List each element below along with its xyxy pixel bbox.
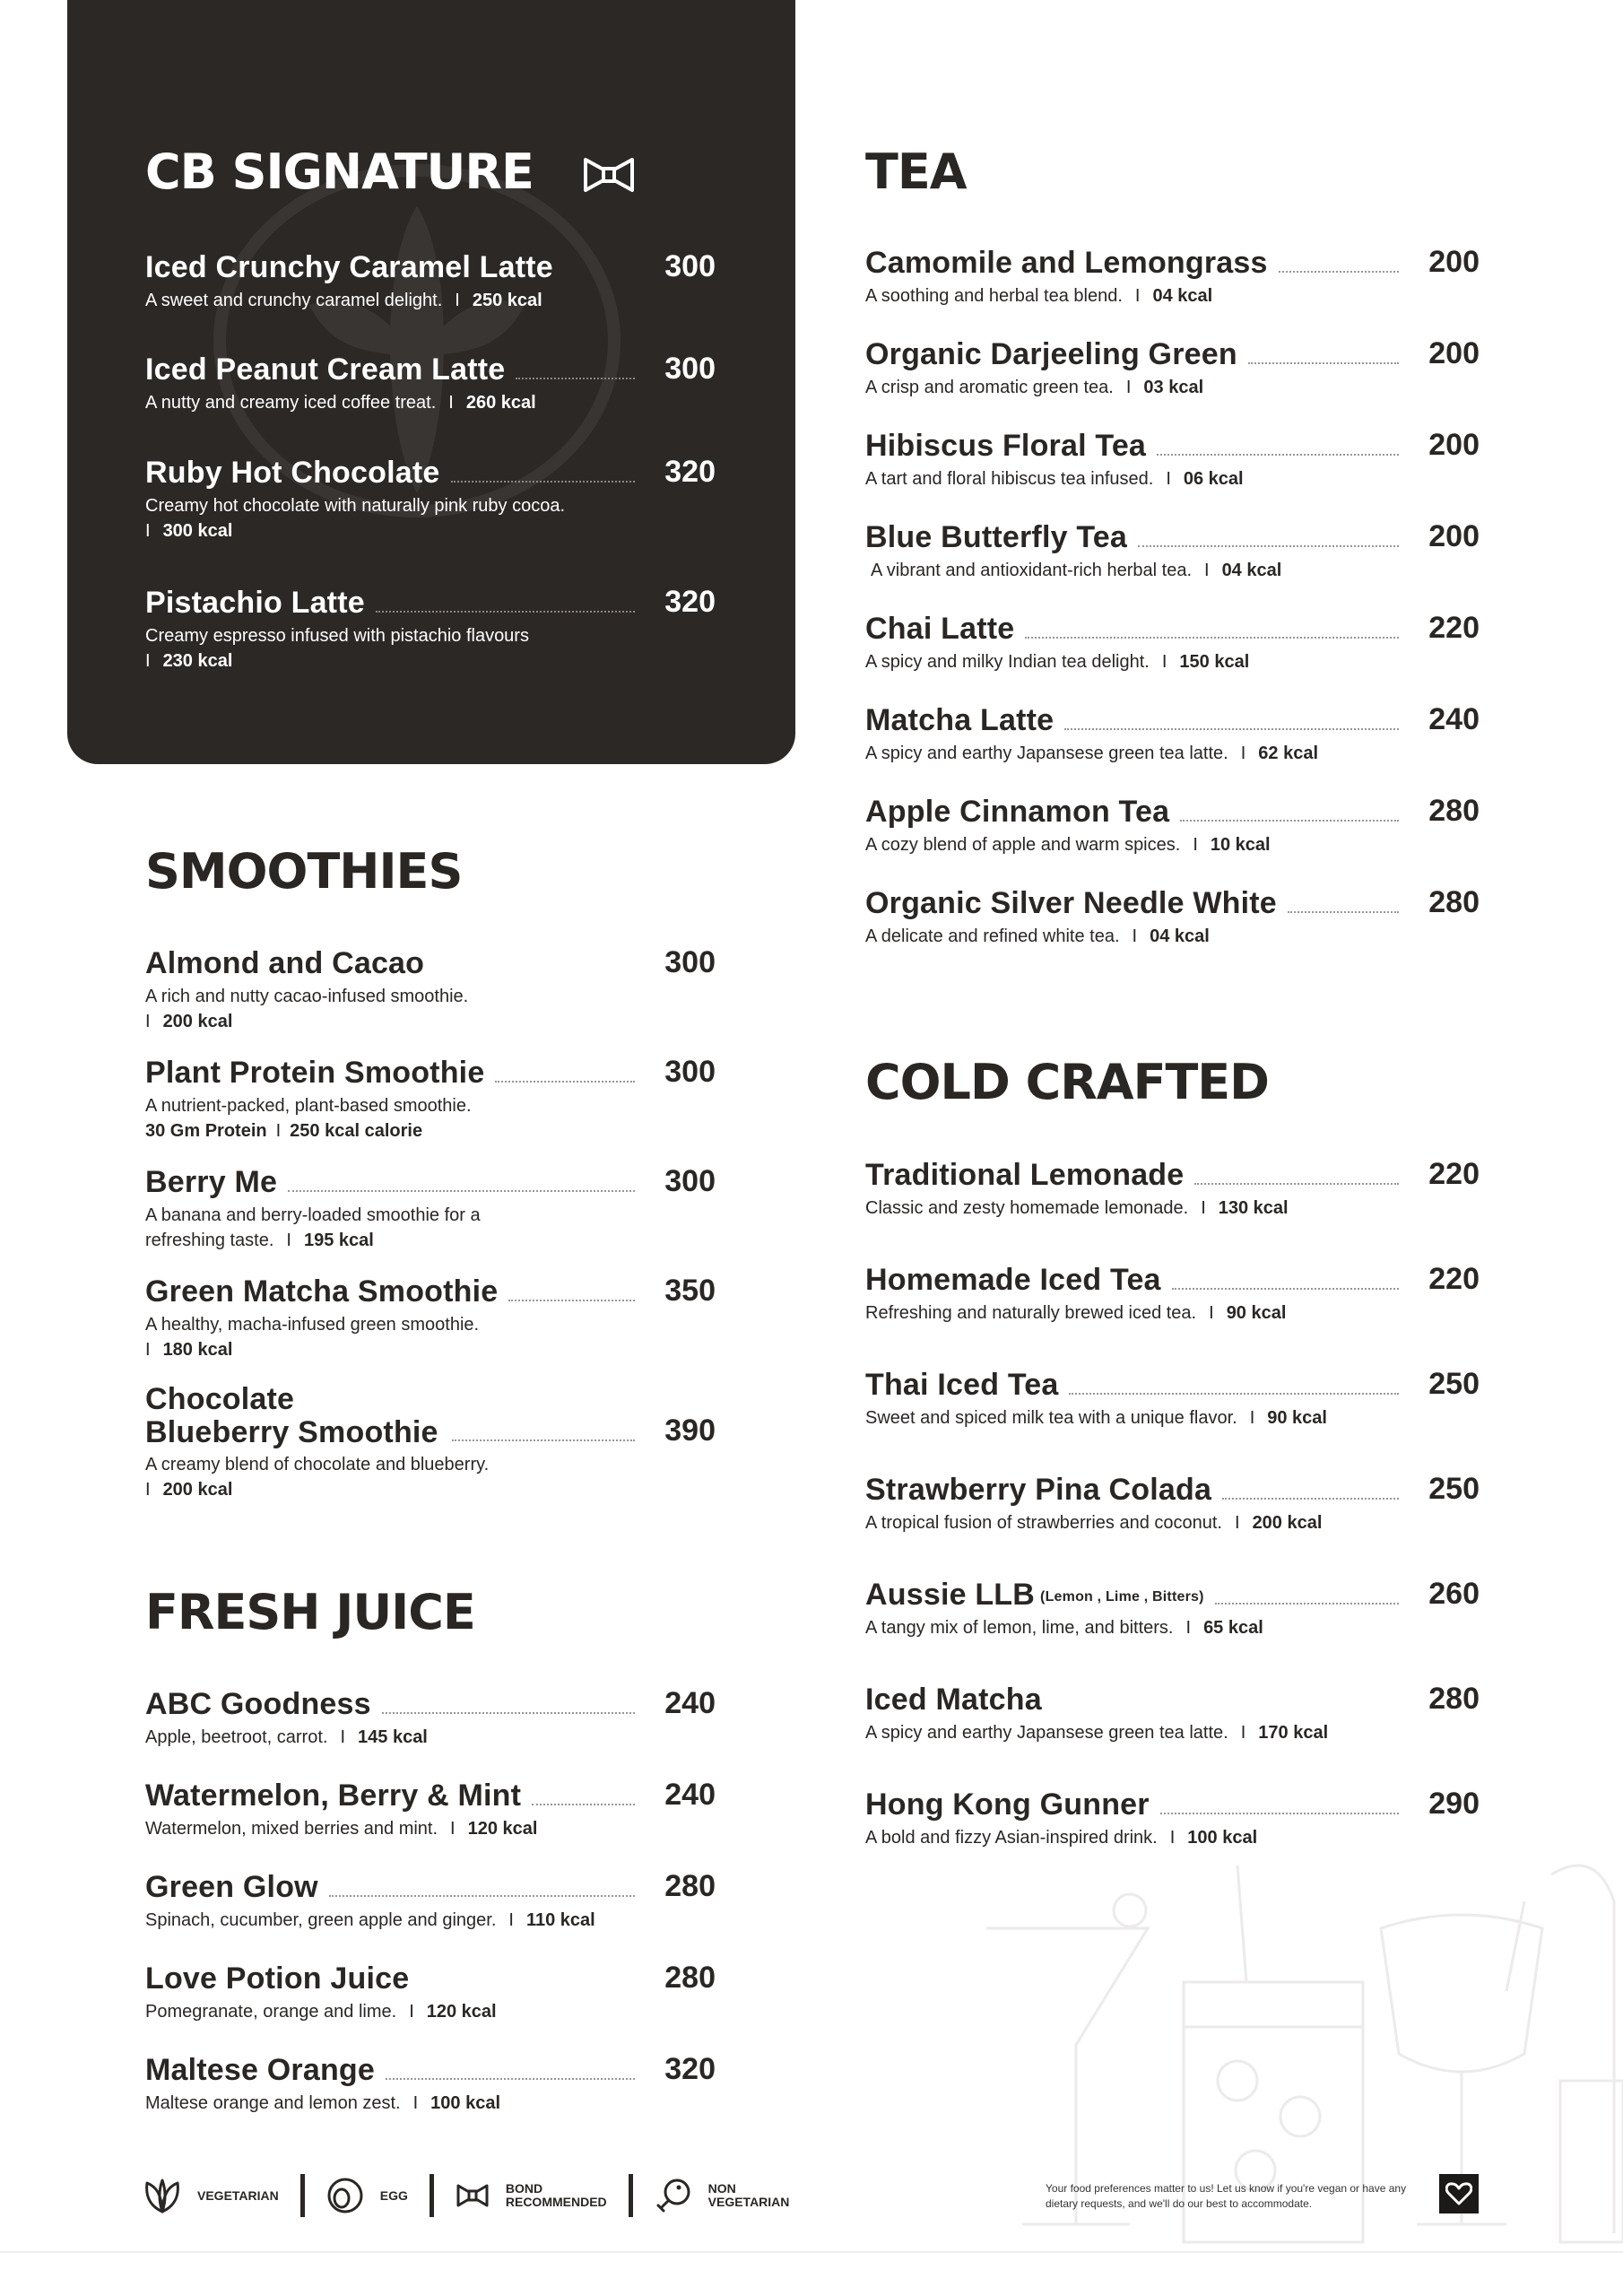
menu-item[interactable]: [145, 2052, 716, 2116]
leader-dots: [329, 1895, 635, 1897]
juice-section: [145, 0, 716, 2152]
item-name: Pistachio Latte: [145, 586, 365, 621]
item-price: 300: [664, 249, 716, 283]
item-price: 220: [1428, 1262, 1480, 1296]
item-price: 200: [1428, 336, 1480, 370]
legend-bond-recommended: BOND RECOMMENDED: [456, 2182, 607, 2208]
item-price: 300: [664, 1164, 716, 1198]
item-desc: Watermelon, mixed berries and mint. I 120 kcal: [145, 1819, 538, 1839]
item-desc: Creamy hot chocolate with naturally pink ruby cocoa. I 300 kcal: [145, 496, 566, 541]
legend-divider: [300, 2174, 305, 2217]
leader-dots: [1069, 1393, 1399, 1395]
leader-dots: [1194, 1183, 1399, 1185]
item-desc: A cozy blend of apple and warm spices. I 10 kcal: [865, 835, 1271, 855]
item-name: Matcha Latte: [865, 703, 1055, 738]
item-price: 390: [664, 1413, 716, 1448]
leader-dots: [1053, 1708, 1399, 1709]
item-name: Blue Butterfly Tea: [865, 520, 1128, 555]
legend-egg: EGG: [326, 2177, 408, 2214]
item-desc: A bold and fizzy Asian-inspired drink. I 100 kcal: [865, 1828, 1258, 1848]
item-name: Berry Me: [145, 1165, 278, 1200]
item-desc: Sweet and spiced milk tea with a unique flavor. I 90 kcal: [865, 1408, 1327, 1428]
item-desc: A tropical fusion of strawberries and coconut. I 200 kcal: [865, 1513, 1323, 1533]
item-price: 350: [664, 1274, 716, 1308]
item-price: 220: [1428, 1157, 1480, 1191]
menu-item[interactable]: [865, 1577, 1480, 1640]
leader-dots: [386, 2078, 635, 2080]
leader-dots: [1215, 1603, 1399, 1605]
item-price: 300: [664, 352, 716, 386]
menu-item[interactable]: [145, 1686, 716, 1750]
chicken-leg-icon: [655, 2177, 692, 2214]
bond-recommended-icon: [456, 2183, 490, 2208]
item-name: Ruby Hot Chocolate: [145, 456, 440, 491]
cold-title: COLD CRAFTED: [865, 1054, 1270, 1110]
item-name: Green Glow: [145, 1870, 318, 1905]
item-price: 200: [1428, 519, 1480, 553]
item-desc: A nutty and creamy iced coffee treat. I 260 kcal: [145, 393, 536, 413]
item-price: 260: [1428, 1577, 1480, 1611]
tea-title: TEA: [865, 144, 967, 200]
item-name: Chai Latte: [865, 612, 1015, 647]
item-name: Hibiscus Floral Tea: [865, 429, 1147, 464]
item-price: 300: [664, 945, 716, 979]
smoothies-title: SMOOTHIES: [145, 843, 463, 900]
item-price: 280: [664, 1869, 716, 1903]
menu-item[interactable]: [865, 1367, 1480, 1431]
item-name: ABC Goodness: [145, 1687, 371, 1722]
item-desc: A spicy and earthy Japansese green tea latte. I 62 kcal: [865, 744, 1319, 763]
item-name: Organic Silver Needle White: [865, 886, 1277, 921]
menu-item[interactable]: [865, 1787, 1480, 1850]
menu-item[interactable]: [865, 1262, 1480, 1326]
item-desc: A vibrant and antioxidant-rich herbal tea. I 04 kcal: [871, 561, 1282, 580]
menu-item[interactable]: [865, 1682, 1480, 1745]
item-price: 240: [664, 1686, 716, 1720]
cold-section: [865, 0, 1480, 1883]
item-price: 200: [1428, 245, 1480, 279]
leader-dots: [420, 1987, 635, 1988]
item-desc: A spicy and earthy Japansese green tea latte. I 170 kcal: [865, 1723, 1329, 1743]
leader-dots: [1172, 1288, 1399, 1290]
leader-dots: [1160, 1813, 1399, 1814]
dietary-legend: [143, 2170, 825, 2221]
item-desc: A tart and floral hibiscus tea infused. I 06 kcal: [865, 469, 1244, 489]
item-name: Aussie LLB (Lemon , Lime , Bitters): [865, 1578, 1204, 1613]
item-price: 280: [664, 1961, 716, 1995]
leader-dots: [382, 1712, 635, 1714]
item-price: 200: [1428, 428, 1480, 462]
item-name: Love Potion Juice: [145, 1961, 410, 1996]
item-desc: A sweet and crunchy caramel delight. I 250 kcal: [145, 291, 542, 310]
item-price: 250: [1428, 1472, 1480, 1506]
item-desc: Maltese orange and lemon zest. I 100 kcal: [145, 2093, 501, 2113]
item-name: Camomile and Lemongrass: [865, 246, 1268, 281]
item-desc: A tangy mix of lemon, lime, and bitters. I 65 kcal: [865, 1618, 1263, 1638]
item-desc: A rich and nutty cacao-infused smoothie. I 200 kcal: [145, 987, 469, 1031]
item-price: 220: [1428, 611, 1480, 645]
menu-item[interactable]: [145, 1869, 716, 1933]
item-name: Watermelon, Berry & Mint: [145, 1779, 522, 1813]
item-desc: A banana and berry-loaded smoothie for a refreshing taste. I 195 kcal: [145, 1205, 481, 1250]
item-desc: A nutrient-packed, plant-based smoothie. 30 Gm Protein I 250 kcal calorie: [145, 1096, 472, 1141]
item-desc: A healthy, macha-infused green smoothie. I 180 kcal: [145, 1315, 480, 1360]
menu-item[interactable]: [865, 1157, 1480, 1221]
item-name: Apple Cinnamon Tea: [865, 795, 1170, 830]
item-desc: Pomegranate, orange and lime. I 120 kcal: [145, 2002, 497, 2022]
item-price: 280: [1428, 794, 1480, 828]
item-name: Homemade Iced Tea: [865, 1263, 1161, 1298]
heart-icon: [1439, 2174, 1479, 2213]
item-desc: A spicy and milky Indian tea delight. I 150 kcal: [865, 652, 1250, 672]
legend-vegetarian: VEGETARIAN: [143, 2178, 279, 2213]
legend-non-vegetarian: NON VEGETARIAN: [655, 2177, 790, 2214]
menu-item[interactable]: [145, 1961, 716, 2024]
leader-dots: [532, 1804, 635, 1805]
item-name: Strawberry Pina Colada: [865, 1473, 1212, 1508]
legend-divider: [629, 2174, 633, 2217]
item-desc: A soothing and herbal tea blend. I 04 kcal: [865, 286, 1213, 306]
item-name: Chocolate Blueberry Smoothie: [145, 1382, 438, 1449]
item-name: Plant Protein Smoothie: [145, 1056, 485, 1091]
dietary-note: Your food preferences matter to us! Let us know if you're vegan or have any dietary requests, and we'll do our best to accommodate.: [1046, 2182, 1407, 2210]
item-price: 320: [664, 2052, 716, 2086]
item-price: 250: [1428, 1367, 1480, 1401]
item-price: 320: [664, 585, 716, 619]
item-price: 290: [1428, 1787, 1480, 1821]
menu-item[interactable]: [145, 1778, 716, 1841]
item-price: 240: [1428, 702, 1480, 736]
item-name: Hong Kong Gunner: [865, 1787, 1150, 1822]
item-name: Maltese Orange: [145, 2053, 376, 2088]
footer-rule: [0, 2251, 1623, 2253]
item-price: 320: [664, 455, 716, 489]
item-desc: Classic and zesty homemade lemonade. I 130 kcal: [865, 1198, 1289, 1218]
signature-title: CB SIGNATURE: [145, 148, 636, 196]
item-price: 280: [1428, 885, 1480, 919]
item-desc: Apple, beetroot, carrot. I 145 kcal: [145, 1727, 428, 1747]
leader-dots: [1222, 1498, 1399, 1500]
egg-icon: [326, 2177, 364, 2214]
item-desc: Creamy espresso infused with pistachio flavours I 230 kcal: [145, 626, 529, 671]
item-price: 280: [1428, 1682, 1480, 1716]
menu-item[interactable]: [865, 1472, 1480, 1535]
item-desc: Spinach, cucumber, green apple and ginger. I 110 kcal: [145, 1910, 595, 1930]
item-name: Organic Darjeeling Green: [865, 337, 1237, 372]
item-name: Traditional Lemonade: [865, 1158, 1185, 1193]
item-name: Almond and Cacao: [145, 946, 425, 981]
item-name: Iced Crunchy Caramel Latte: [145, 250, 553, 285]
item-price: 240: [664, 1778, 716, 1812]
legend-divider: [430, 2174, 434, 2217]
item-desc: A creamy blend of chocolate and blueberry. I 200 kcal: [145, 1455, 490, 1500]
juice-title: FRESH JUICE: [145, 1584, 475, 1640]
item-desc: A crisp and aromatic green tea. I 03 kcal: [865, 378, 1204, 397]
item-name: Iced Peanut Cream Latte: [145, 352, 506, 387]
item-name: Thai Iced Tea: [865, 1368, 1059, 1403]
item-price: 300: [664, 1055, 716, 1089]
item-desc: A delicate and refined white tea. I 04 kcal: [865, 926, 1210, 946]
item-desc: Refreshing and naturally brewed iced tea. I 90 kcal: [865, 1303, 1287, 1323]
item-name: Iced Matcha: [865, 1683, 1042, 1718]
item-name: Green Matcha Smoothie: [145, 1274, 499, 1309]
vegetarian-leaf-icon: [143, 2178, 181, 2213]
